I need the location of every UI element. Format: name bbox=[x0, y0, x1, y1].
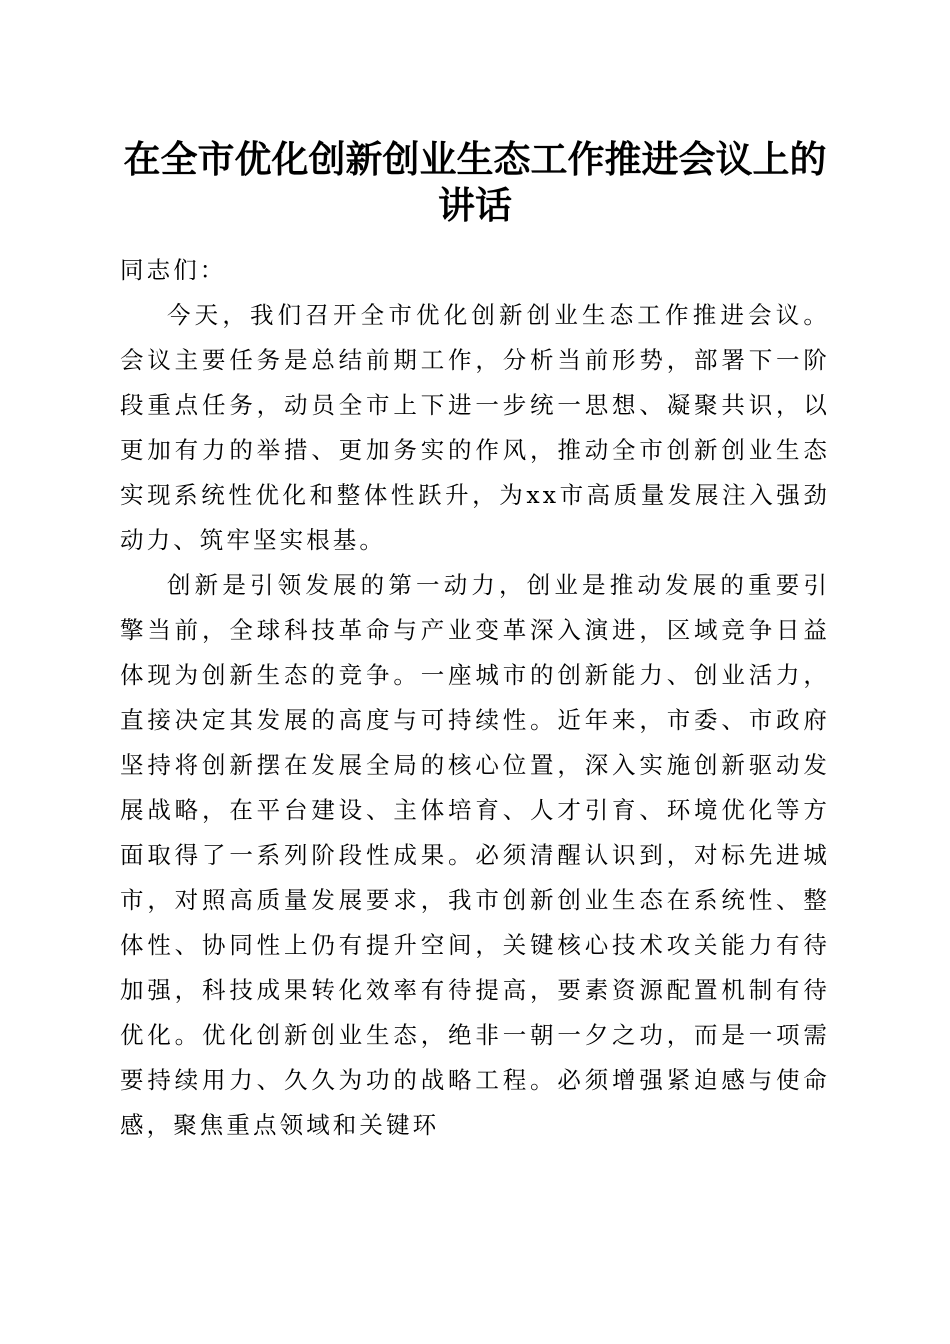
paragraph-1: 今天，我们召开全市优化创新创业生态工作推进会议。会议主要任务是总结前期工作，分析当前形势，部署下一阶段重点任务，动员全市上下进一步统一思想、凝聚共识，以更加有力的举措、更加务实的作风，推动全市创新创业生态实现系统性优化和整体性跃升，为xx市高质量发展注入强劲动力、筑牢坚实根基。 bbox=[120, 301, 830, 554]
document-title: 在全市优化创新创业生态工作推进会议上的讲话 bbox=[123, 137, 827, 227]
paragraph-2: 创新是引领发展的第一动力，创业是推动发展的重要引擎当前，全球科技革命与产业变革深入演进，区域竞争日益体现为创新生态的竞争。一座城市的创新能力、创业活力，直接决定其发展的高度与可持续性。近年来，市委、市政府坚持将创新摆在发展全局的核心位置，深入实施创新驱动发展战略，在平台建设、主体培育、人才引育、环境优化等方面取得了一系列阶段性成果。必须清醒认识到，对标先进城市，对照高质量发展要求，我市创新创业生态在系统性、整体性、协同性上仍有提升空间，关键核心技术攻关能力有待加强，科技成果转化效率有待提高，要素资源配置机制有待优化。优化创新创业生态，绝非一朝一夕之功，而是一项需要持续用力、久久为功的战略工程。必须增强紧迫感与使命感，聚焦重点领域和关键环 bbox=[120, 571, 830, 1139]
salutation: 同志们： bbox=[120, 256, 227, 284]
document-body bbox=[120, 248, 830, 1148]
